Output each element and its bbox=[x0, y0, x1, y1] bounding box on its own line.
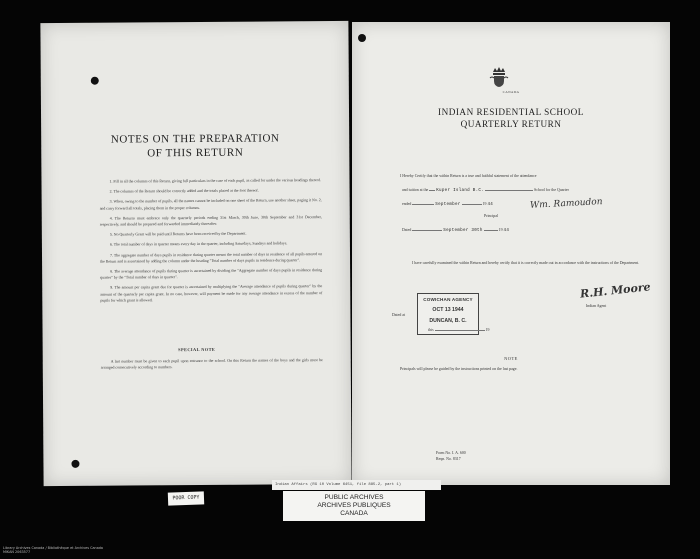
form-title-line2: QUARTERLY RETURN bbox=[460, 119, 562, 129]
ended-month-value: September bbox=[435, 203, 461, 207]
archive-label bbox=[283, 491, 425, 521]
right-page bbox=[352, 22, 670, 485]
school-line bbox=[402, 186, 646, 194]
note-item: 8. The average attendance of pupils during quarter is ascertained by dividing the "Aggregate number of days pupils in residence during quarter" by the "Total number of days in quarter". bbox=[100, 268, 323, 280]
coat-of-arms-icon bbox=[489, 66, 509, 88]
stamp-location: DUNCAN, B. C. bbox=[429, 318, 467, 324]
archive-label-line1: PUBLIC ARCHIVES bbox=[324, 494, 384, 501]
left-page bbox=[40, 21, 351, 486]
note-item: 5. No Quarterly Grant will be paid until Returns have been received by the Department. bbox=[109, 231, 247, 237]
binder-hole-icon bbox=[91, 77, 99, 85]
certify-line bbox=[400, 173, 644, 179]
year-value: 44 bbox=[487, 203, 494, 207]
principal-line bbox=[484, 213, 544, 219]
binder-hole-icon bbox=[358, 34, 366, 42]
special-note-text: A last number must be given to each pupil upon entrance to the school. On this Return the names of the boys and the girls must be arranged consecutively according to numbers. bbox=[100, 358, 323, 370]
agent-certify: I have carefully examined the within Return and hereby certify that it is correctly made out in accordance with the instructions of the Department. bbox=[412, 261, 640, 265]
binder-hole-icon bbox=[71, 460, 79, 468]
year-prefix: 19 bbox=[482, 202, 487, 206]
note-heading: NOTE bbox=[504, 356, 518, 361]
archive-label-line2: ARCHIVES PUBLIQUES bbox=[317, 502, 391, 510]
form-number bbox=[436, 450, 466, 462]
notes-title bbox=[41, 131, 349, 161]
form-title bbox=[352, 106, 670, 130]
notes-title-line2: OF THIS RETURN bbox=[147, 146, 244, 160]
form-title-line1: INDIAN RESIDENTIAL SCHOOL bbox=[438, 107, 584, 117]
agent-label: Indian Agent bbox=[586, 304, 607, 308]
archive-label-line3: CANADA bbox=[340, 510, 368, 518]
form-reqn-line: Reqn. No. 8317 bbox=[436, 457, 461, 462]
school-prefix: and tuition at the bbox=[402, 188, 429, 192]
dated-line bbox=[402, 226, 646, 234]
ended-label: ended bbox=[402, 202, 412, 206]
day-year-label: 19 bbox=[485, 328, 490, 332]
poor-copy-label: POOR COPY bbox=[168, 491, 204, 505]
note-item: 4. The Returns must embrace only the quarterly periods ending 31st March, 30th June, 30th September and 31st December, respectively, and should be prepared and forwarded immediately thereafter. bbox=[99, 214, 322, 227]
notes-title-line1: NOTES ON THE PREPARATION bbox=[110, 132, 280, 146]
crest-label: CANADA bbox=[502, 90, 520, 94]
dated-year-prefix: 19 bbox=[498, 228, 503, 232]
note-item: 1. Fill in all the columns of this Return, giving full particulars in the case of each pupil, as called for under the various headings thereof. bbox=[109, 178, 321, 184]
corner-credit-line2: MIKAN 2063577 bbox=[3, 550, 31, 555]
dated-value: September 30th bbox=[443, 229, 483, 233]
dated-year-value: 44 bbox=[503, 229, 510, 233]
note-item: 7. The aggregate number of days pupils in residence during quarter means the total number of days in residence of all pupils entered on the Return and is ascertained by adding the column under the heading "Total number of days pupils in residence during quarter". bbox=[100, 251, 323, 264]
dated-label: Dated bbox=[402, 228, 412, 232]
note-item: 2. The columns of the Return should be correctly added and the totals placed at the foot thereof. bbox=[109, 188, 259, 194]
note-text: Principals will please be guided by the instructions printed on the last page. bbox=[400, 367, 518, 371]
agent-signature: R.H. Moore bbox=[579, 280, 652, 301]
certify-text: I Hereby Certify that the within Return is a true and faithful statement of the attendance bbox=[400, 174, 537, 178]
note-item: 6. The total number of days in quarter means every day in the quarter, including Saturdays, Sundays and holidays. bbox=[109, 241, 288, 248]
school-suffix: School for the Quarter bbox=[534, 188, 569, 192]
principal-signature: Wm. Ramoudon bbox=[529, 197, 603, 211]
form-number-line: Form No. I. A. 600 bbox=[436, 451, 466, 455]
principal-label: Principal bbox=[484, 214, 499, 218]
special-note-heading: SPECIAL NOTE bbox=[178, 346, 216, 353]
note-item: 3. When, owing to the number of pupils, all the names cannot be included on one sheet of the Return, use another sheet, paging it No. 2, and carry forward all totals, placing them in the proper columns. bbox=[99, 198, 322, 211]
day-label: this bbox=[428, 328, 434, 332]
corner-credit-line1: Library Archives Canada / Bibliothèque et Archives Canada bbox=[3, 546, 103, 550]
archive-reference: Indian Affairs (RG 10 Volume 6451, file 885-2, part 1) bbox=[272, 480, 441, 490]
school-name-value: Kuper Island B.C. bbox=[436, 189, 485, 193]
day-line bbox=[428, 326, 548, 333]
stamp-agency: COWICHAN AGENCY bbox=[423, 297, 473, 302]
stamp-date: OCT 13 1944 bbox=[432, 307, 464, 313]
dated-at-label: Dated at bbox=[392, 313, 406, 317]
quarter-ended-line bbox=[402, 200, 646, 208]
note-item: 9. The amount per capita grant due for quarter is ascertained by multiplying the "Average attendance of pupils during quarter" by the amount of the quarterly per capita grant. In no case, however, will payment be made for any average attendance in excess of the number of pupils for which grant is allowed. bbox=[100, 284, 323, 303]
notes-list bbox=[99, 177, 322, 308]
corner-credit bbox=[3, 546, 103, 554]
